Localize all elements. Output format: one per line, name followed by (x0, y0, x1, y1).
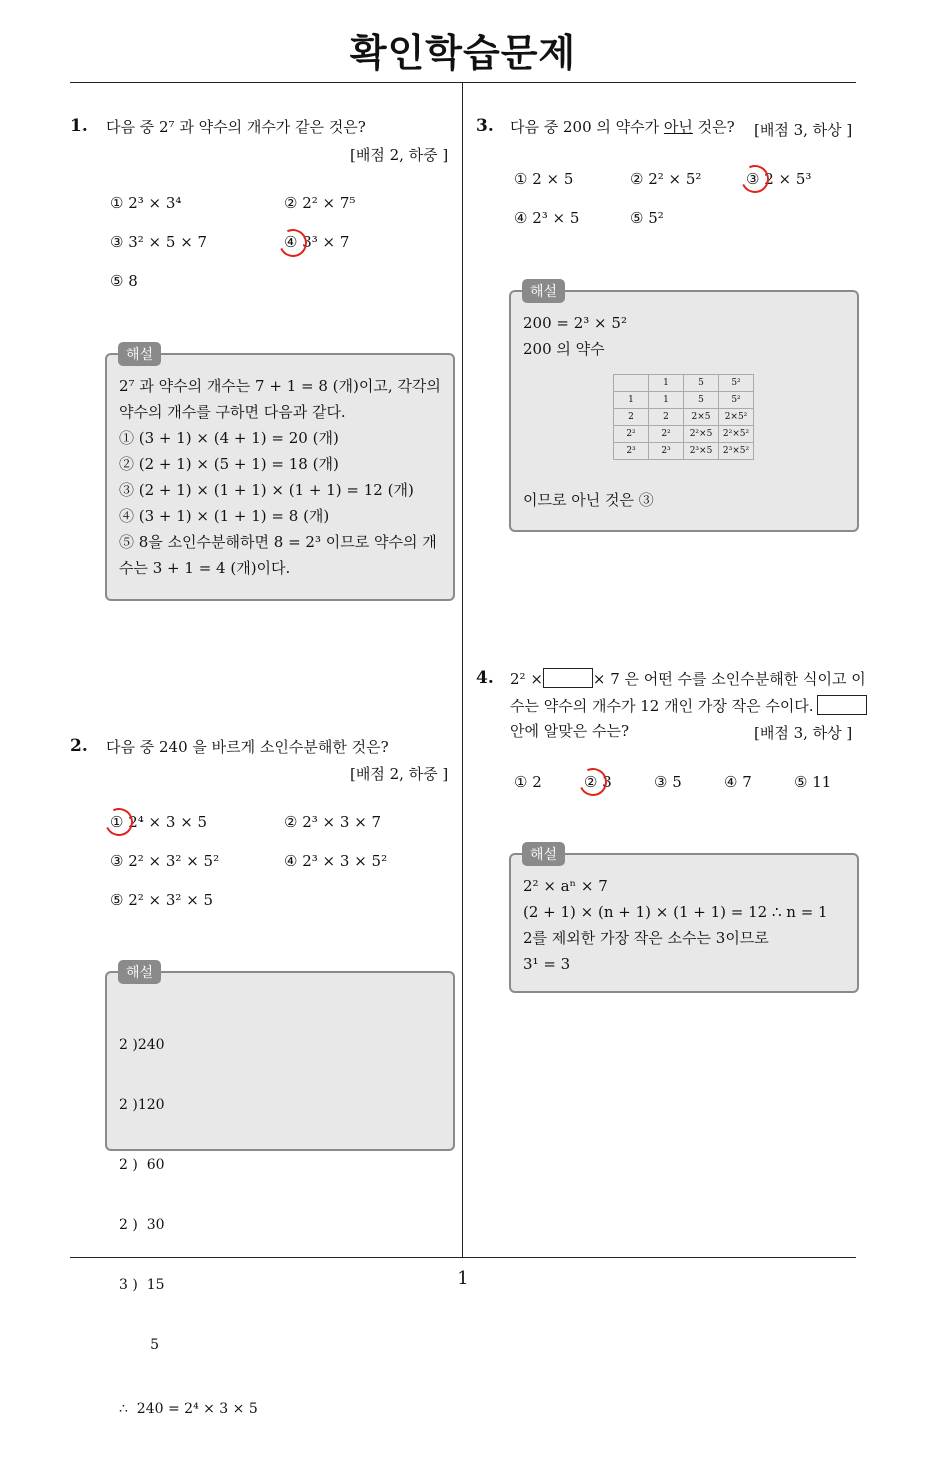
q3-solution-label: 해설 (522, 279, 565, 303)
q2-option-4[interactable]: ④ 2³ × 3 × 5² (284, 852, 388, 870)
table-cell: 5² (719, 375, 754, 392)
q1-difficulty: [배점 2, 하중 ] (350, 146, 449, 164)
q4-solution-label: 해설 (522, 842, 565, 866)
q1-solution-line: 수는 3 + 1 = 4 (개)이다. (119, 559, 291, 577)
q1-solution-line: ③ (2 + 1) × (1 + 1) × (1 + 1) = 12 (개) (119, 481, 414, 499)
q4-text-line3: 안에 알맞은 수는? (510, 722, 630, 740)
q1-option-2[interactable]: ② 2² × 7⁵ (284, 194, 356, 212)
q2-division-step: 5 (119, 1337, 160, 1353)
q3-text-underlined: 아닌 (663, 118, 693, 136)
table-cell: 2 (614, 409, 649, 426)
q2-solution-box (105, 971, 455, 1417)
table-cell: 5² (719, 392, 754, 409)
q4-solution-box (509, 853, 859, 993)
q3-option-1[interactable]: ① 2 × 5 (514, 170, 574, 188)
table-cell: 1 (614, 392, 649, 409)
q3-option-5[interactable]: ⑤ 5² (630, 209, 664, 227)
table-cell: 5 (684, 375, 719, 392)
q1-solution-line: 2⁷ 과 약수의 개수는 7 + 1 = 8 (개)이고, 각각의 (119, 377, 441, 395)
q3-solution-box (509, 290, 859, 532)
q3-difficulty: [배점 3, 하상 ] (754, 121, 853, 139)
q1-option-5[interactable]: ⑤ 8 (110, 272, 138, 290)
table-cell: 2³×5 (684, 443, 719, 460)
q1-solution-line: 약수의 개수를 구하면 다음과 같다. (119, 403, 346, 421)
q4-difficulty: [배점 3, 하상 ] (754, 724, 853, 742)
q3-solution-line: 200 의 약수 (523, 340, 605, 358)
q4-text-line2-text: 수는 약수의 개수가 12 개인 가장 작은 수이다. (510, 697, 814, 715)
table-cell: 2×5 (684, 409, 719, 426)
q4-text-line1 (510, 665, 866, 693)
q2-division-step: 3 ) 15 (119, 1277, 165, 1293)
q3-solution-end: 이므로 아닌 것은 ③ (523, 491, 654, 509)
q4-option-1[interactable]: ① 2 (514, 773, 542, 791)
q2-option-3[interactable]: ③ 2² × 3² × 5² (110, 852, 220, 870)
q2-division-step: 2 ) 60 (119, 1157, 165, 1173)
q2-difficulty: [배점 2, 하중 ] (350, 765, 449, 783)
q3-option-2[interactable]: ② 2² × 5² (630, 170, 702, 188)
table-cell: 1 (649, 375, 684, 392)
table-cell: 2² (649, 426, 684, 443)
table-cell: 2²×5 (684, 426, 719, 443)
q2-number: 2. (70, 736, 88, 756)
q1-option-1[interactable]: ① 2³ × 3⁴ (110, 194, 182, 212)
q4-option-2[interactable]: ② 3 (584, 773, 612, 791)
q4-text-a: 2² × (510, 670, 543, 688)
q2-option-5[interactable]: ⑤ 2² × 3² × 5 (110, 891, 214, 909)
q3-solution-line: 200 = 2³ × 5² (523, 314, 627, 332)
q1-text: 다음 중 2⁷ 과 약수의 개수가 같은 것은? (106, 118, 366, 136)
q2-option-1[interactable]: ① 2⁴ × 3 × 5 (110, 813, 208, 831)
q1-solution-line: ① (3 + 1) × (4 + 1) = 20 (개) (119, 429, 339, 447)
q1-solution-line: ④ (3 + 1) × (1 + 1) = 8 (개) (119, 507, 330, 525)
q4-blank-box (817, 695, 867, 715)
q2-text: 다음 중 240 을 바르게 소인수분해한 것은? (106, 738, 389, 756)
q4-text-b: × 7 은 어떤 수를 소인수분해한 식이고 이 (592, 670, 866, 688)
q2-solution-label: 해설 (118, 960, 161, 984)
table-cell: 2×5² (719, 409, 754, 426)
top-divider (70, 82, 856, 83)
q2-solution-result: ∴ 240 = 2⁴ × 3 × 5 (119, 1401, 258, 1417)
table-cell: 5 (684, 392, 719, 409)
page-number: 1 (457, 1268, 469, 1289)
q4-option-4[interactable]: ④ 7 (724, 773, 752, 791)
q2-division-step: 2 )120 (119, 1097, 165, 1113)
q3-divisor-table (613, 374, 754, 460)
q3-option-4[interactable]: ④ 2³ × 5 (514, 209, 580, 227)
table-cell: 2³ (649, 443, 684, 460)
q4-option-3[interactable]: ③ 5 (654, 773, 682, 791)
q4-solution-line: (2 + 1) × (n + 1) × (1 + 1) = 12 ∴ n = 1 (523, 903, 828, 921)
answer-mark-circle (737, 161, 773, 197)
q1-solution-label: 해설 (118, 342, 161, 366)
answer-mark-circle (275, 225, 311, 261)
q4-solution-line: 2를 제외한 가장 작은 소수는 3이므로 (523, 929, 769, 947)
q2-division-step: 2 ) 30 (119, 1217, 165, 1233)
q3-text-before: 다음 중 200 의 약수가 (510, 118, 664, 136)
table-cell: 2³ (614, 443, 649, 460)
q4-text-line2 (510, 692, 867, 720)
q4-blank-box (543, 668, 593, 688)
q1-option-4[interactable]: ④ 3³ × 7 (284, 233, 350, 251)
q3-option-3[interactable]: ③ 2 × 5³ (746, 170, 812, 188)
table-cell (614, 375, 649, 392)
q2-option-2[interactable]: ② 2³ × 3 × 7 (284, 813, 382, 831)
table-cell: 2 (649, 409, 684, 426)
q2-division-step: 2 )240 (119, 1037, 165, 1053)
q4-solution-line: 3¹ = 3 (523, 955, 571, 973)
column-divider (462, 83, 463, 1258)
q4-option-5[interactable]: ⑤ 11 (794, 773, 832, 791)
q3-number: 3. (476, 116, 494, 136)
table-cell: 2² (614, 426, 649, 443)
table-cell: 2³×5² (719, 443, 754, 460)
q1-number: 1. (70, 116, 88, 136)
page-title: 확인학습문제 (349, 31, 577, 75)
table-cell: 2²×5² (719, 426, 754, 443)
q1-solution-line: ⑤ 8을 소인수분해하면 8 = 2³ 이므로 약수의 개 (119, 533, 437, 551)
table-cell: 1 (649, 392, 684, 409)
q1-option-3[interactable]: ③ 3² × 5 × 7 (110, 233, 208, 251)
q1-solution-line: ② (2 + 1) × (5 + 1) = 18 (개) (119, 455, 339, 473)
answer-mark-circle (575, 764, 611, 800)
q4-solution-line: 2² × aⁿ × 7 (523, 877, 608, 895)
q1-solution-box (105, 353, 455, 601)
answer-mark-circle (101, 804, 137, 840)
q3-text-after: 것은? (692, 118, 735, 136)
q4-number: 4. (476, 668, 494, 688)
q3-text (510, 113, 735, 141)
